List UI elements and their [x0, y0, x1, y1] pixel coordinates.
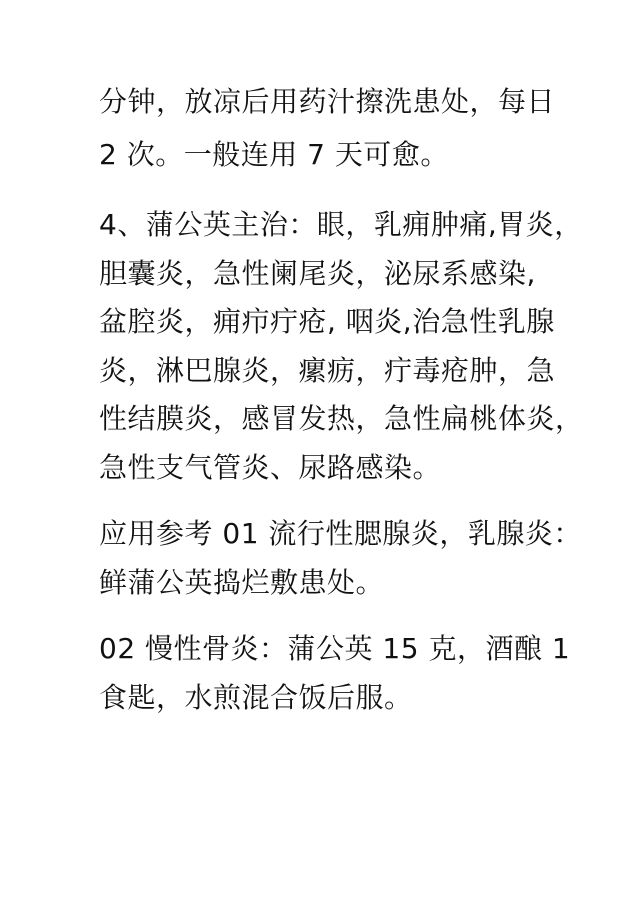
text-line: 2 次。一般连用 7 天可愈。: [99, 138, 449, 171]
text-line: 性结膜炎，感冒发热，急性扁桃体炎，: [99, 402, 584, 435]
text-line: 4、蒲公英主治：眼，乳痈肿痛,胃炎，: [99, 208, 583, 241]
text-line: 盆腔炎，痈疖疔疮, 咽炎,治急性乳腺: [99, 305, 555, 338]
text-line: 应用参考 01 流行性腮腺炎，乳腺炎：: [99, 517, 582, 550]
text-line: 02 慢性骨炎：蒲公英 15 克，酒酿 1: [99, 632, 571, 665]
text-line: 鲜蒲公英捣烂敷患处。: [99, 566, 385, 599]
text-line: 分钟，放凉后用药汁擦洗患处，每日: [99, 85, 556, 118]
text-line: 食匙，水煎混合饭后服。: [99, 681, 413, 714]
text-line: 急性支气管炎、尿路感染。: [99, 451, 442, 484]
text-line: 胆囊炎，急性阑尾炎，泌尿系感染,: [99, 257, 536, 290]
text-line: 炎，淋巴腺炎，瘰疬，疔毒疮肿，急: [99, 354, 556, 387]
